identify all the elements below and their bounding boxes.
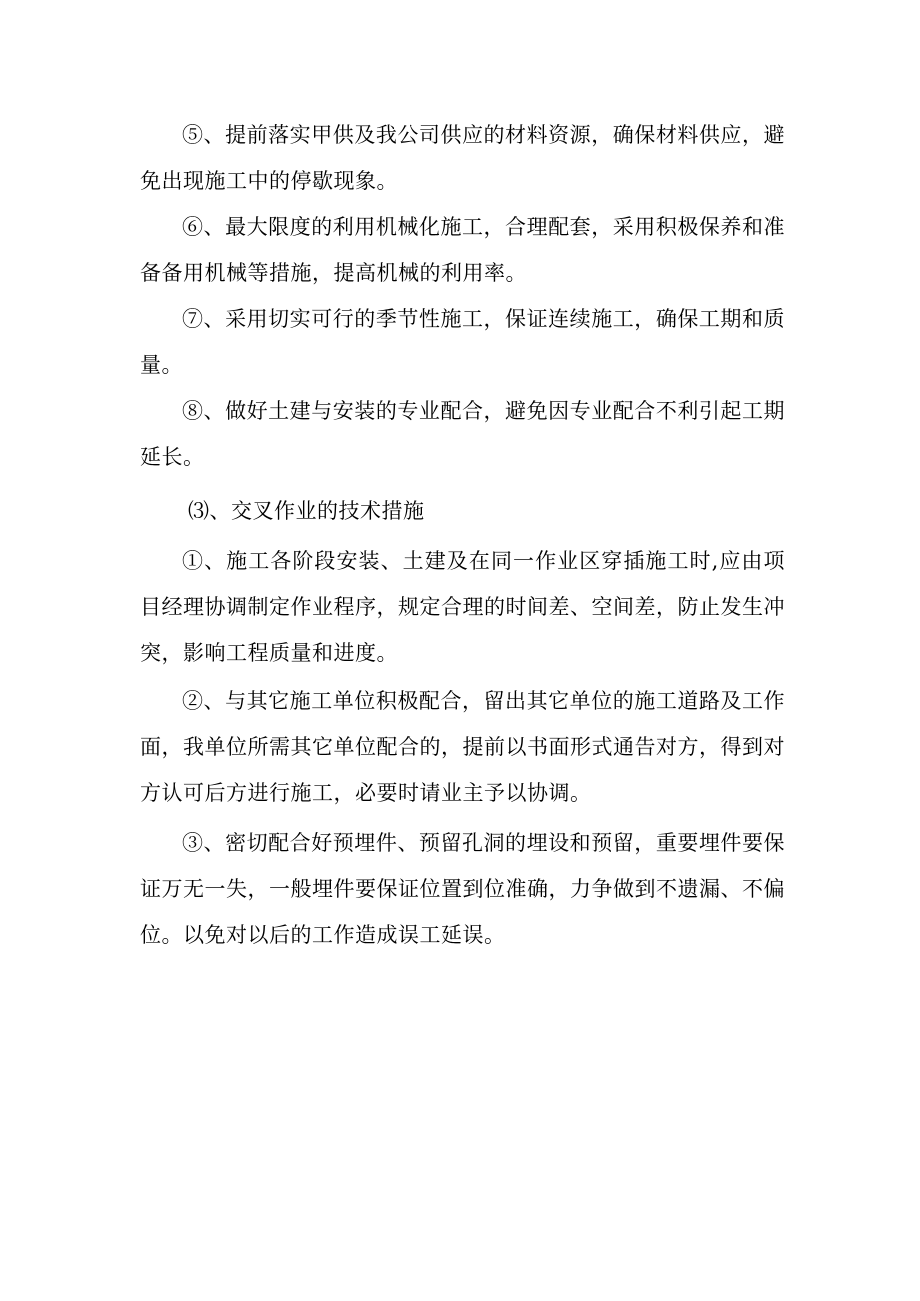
paragraph-item-7: ⑦、采用切实可行的季节性施工，保证连续施工，确保工期和质量。 <box>140 307 785 377</box>
section-item-2: ②、与其它施工单位积极配合，留出其它单位的施工道路及工作面，我单位所需其它单位配合的，提前以书面形式通告对方，得到对方认可后方进行施工，必要时请业主予以协调。 <box>140 689 785 805</box>
paragraph-item-8: ⑧、做好土建与安装的专业配合，避免因专业配合不利引起工期延长。 <box>140 399 785 469</box>
section-item-1: ①、施工各阶段安装、土建及在同一作业区穿插施工时,应由项目经理协调制定作业程序，规定合理的时间差、空间差，防止发生冲突，影响工程质量和进度。 <box>140 549 785 665</box>
section-heading: ⑶、交叉作业的技术措施 <box>188 499 425 523</box>
paragraph-item-5: ⑤、提前落实甲供及我公司供应的材料资源，确保材料供应，避免出现施工中的停歇现象。 <box>140 123 785 193</box>
section-item-3: ③、密切配合好预埋件、预留孔洞的埋设和预留，重要埋件要保证万无一失，一般埋件要保证位置到位准确，力争做到不遗漏、不偏位。以免对以后的工作造成误工延误。 <box>140 831 785 947</box>
paragraph-item-6: ⑥、最大限度的利用机械化施工，合理配套，采用积极保养和准备备用机械等措施，提高机械的利用率。 <box>140 215 785 285</box>
